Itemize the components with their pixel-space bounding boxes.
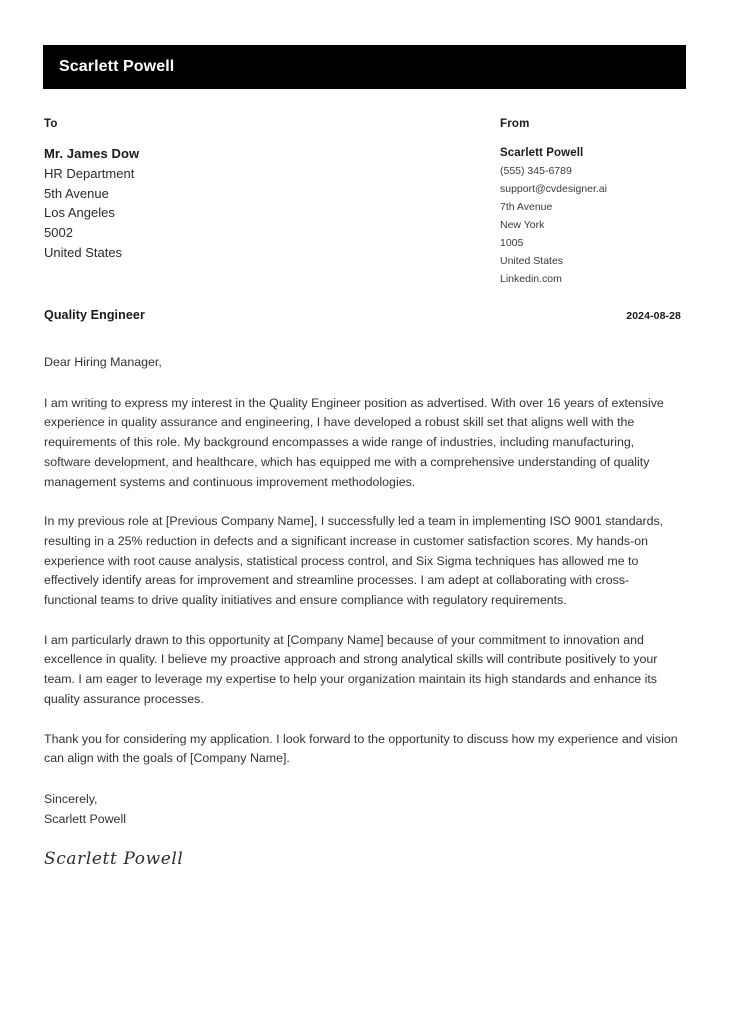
- body-paragraph: I am particularly drawn to this opportunity at [Company Name] because of your commitment to innovation and excellence in quality. I believe my proactive approach and strong analytical skills will contribute positively to your team. I am eager to leverage my expertise to help your organization maintain its high standards and enhance its quality assurance processes.: [44, 632, 658, 706]
- applicant-name: Scarlett Powell: [59, 58, 175, 75]
- closing-block: [44, 789, 681, 829]
- sender-address-line: New York: [500, 219, 545, 231]
- sender-column: [500, 118, 690, 288]
- recipient-column: [44, 118, 444, 263]
- sender-address-line: 1005: [500, 237, 524, 249]
- job-title: Quality Engineer: [44, 308, 145, 322]
- body-paragraph: Thank you for considering my application. I look forward to the opportunity to discuss how my experience and vision can align with the goals of [Company Name].: [44, 731, 678, 766]
- letter-header-bar: [43, 45, 686, 89]
- recipient-address-line: HR Department: [44, 165, 135, 181]
- sender-phone: (555) 345-6789: [500, 165, 572, 177]
- closing-word: Sincerely,: [44, 791, 98, 806]
- recipient-address-line: 5002: [44, 225, 73, 241]
- recipient-label: To: [44, 118, 58, 130]
- letter-body: [44, 353, 681, 870]
- sender-address-line: United States: [500, 255, 564, 267]
- recipient-name: Mr. James Dow: [44, 146, 140, 161]
- subject-row: [44, 308, 681, 322]
- sender-name: Scarlett Powell: [500, 147, 584, 159]
- recipient-address-line: 5th Avenue: [44, 185, 109, 201]
- recipient-address-line: Los Angeles: [44, 205, 115, 221]
- handwritten-signature: Scarlett Powell: [44, 848, 184, 869]
- sender-email: support@cvdesigner.ai: [500, 183, 607, 195]
- sender-label: From: [500, 118, 530, 130]
- body-paragraph: In my previous role at [Previous Company Name], I successfully led a team in implementing ISO 9001 standards, resulting in a 25% reduction in defects and a significant increase in customer satisfaction scores. My hands-on experience with root cause analysis, statistical process control, and Six Sigma techniques has allowed me to effectively identify areas for improvement and streamline processes. I am adept at collaborating with cross-functional teams to drive quality initiatives and ensure compliance with regulatory requirements.: [44, 514, 664, 608]
- salutation: Dear Hiring Manager,: [44, 355, 162, 369]
- closing-name: Scarlett Powell: [44, 811, 126, 826]
- sender-address-line: 7th Avenue: [500, 201, 553, 213]
- recipient-address-line: United States: [44, 244, 123, 260]
- letter-date: 2024-08-28: [626, 310, 681, 322]
- sender-linkedin: Linkedin.com: [500, 273, 562, 285]
- body-paragraph: I am writing to express my interest in the Quality Engineer position as advertised. With over 16 years of extensive experience in quality assurance and engineering, I have developed a robust skill set that aligns well with the requirements of this role. My background encompasses a wide range of industries, including manufacturing, software development, and healthcare, which has equipped me with a comprehensive understanding of quality management systems and continuous improvement methodologies.: [44, 395, 664, 489]
